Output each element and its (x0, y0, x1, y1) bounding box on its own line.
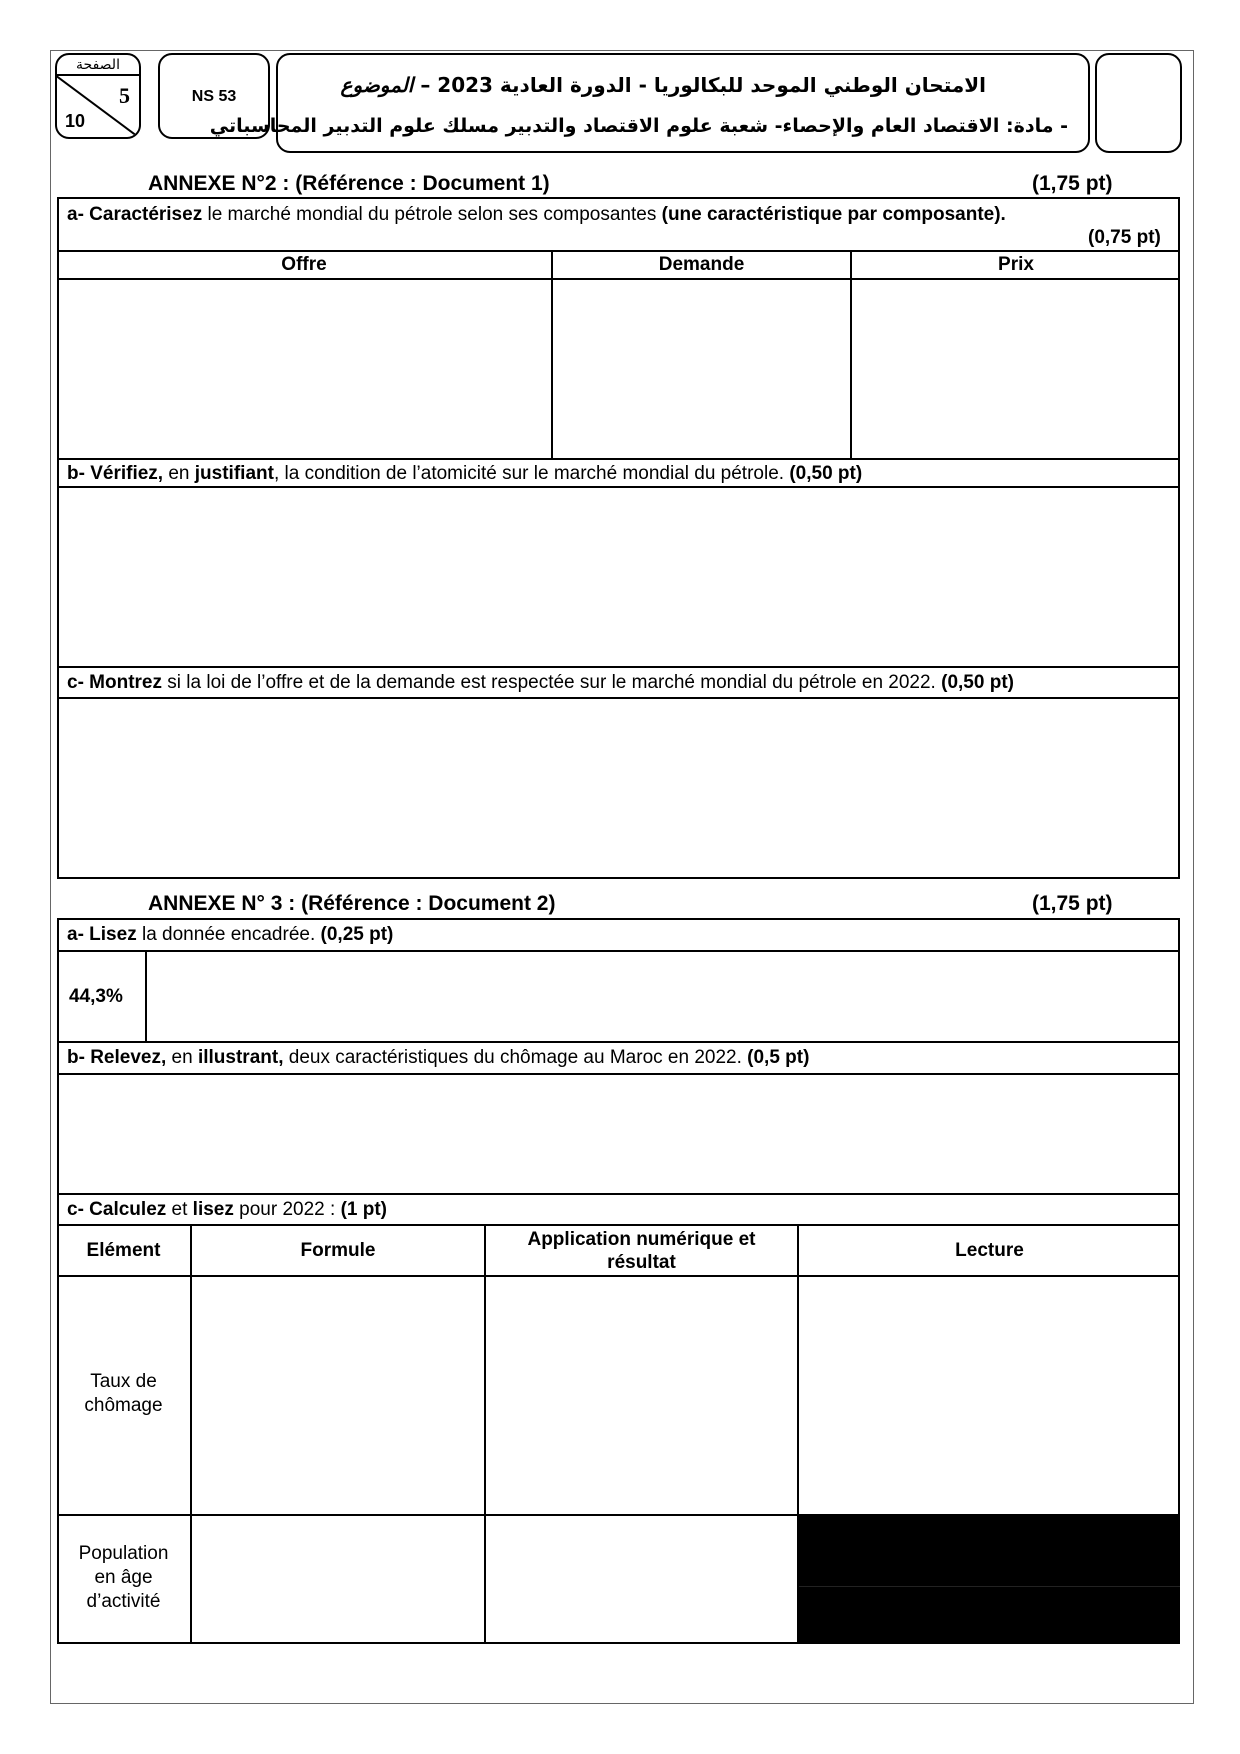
q3-b-mid: en (166, 1047, 198, 1068)
annexe2-title: ANNEXE N°2 : (Référence : Document 1) (148, 172, 550, 195)
calc-header-formule: Formule (300, 1240, 376, 1261)
calc-header-application-line2: résultat (607, 1252, 676, 1273)
exam-title-word: الموضوع (340, 73, 414, 97)
row1-line2: chômage (84, 1395, 163, 1416)
q-b-verb: b- Vérifiez, (67, 463, 164, 484)
answer-taux-formule[interactable] (192, 1277, 484, 1514)
calc-table-top-line (57, 1224, 1180, 1226)
answer-area-chomage[interactable] (59, 1075, 1178, 1193)
q3-b-points: (0,5 pt) (747, 1047, 810, 1068)
exam-code: NS 53 (191, 88, 237, 105)
annexe2-question-a-points: (0,75 pt) (1088, 227, 1161, 248)
q3-c-verb: c- Calculez (67, 1199, 167, 1220)
q-b-bold: justifiant (194, 463, 274, 484)
answer-area-demande[interactable] (553, 280, 850, 458)
annexe2-question-c (67, 671, 1014, 695)
annexe3-points: (1,75 pt) (1032, 892, 1113, 915)
q3-a-text: la donnée encadrée. (136, 924, 321, 945)
exam-title-prefix: الامتحان الوطني الموحد للبكالوريا - الدورة العادية 2023 – (420, 73, 986, 97)
exam-title-line2: - مادة: الاقتصاد العام والإحصاء- شعبة علوم الاقتصاد والتدبير مسلك علوم التدبير المحاسباتي (209, 115, 1068, 137)
data-value-label: 44,3% (69, 986, 123, 1007)
row2-line1: Population (78, 1543, 169, 1564)
annexe2-columns-top-line (57, 250, 1180, 252)
annexe2-question-b (67, 462, 862, 486)
q-b-text: , la condition de l’atomicité sur le marché mondial du pétrole. (273, 463, 790, 484)
answer-population-application[interactable] (486, 1516, 797, 1642)
annexe3-title: ANNEXE N° 3 : (Référence : Document 2) (148, 892, 556, 915)
column-header-demande: Demande (658, 254, 745, 275)
annexe2-question-a (67, 203, 1006, 227)
q3-c-bold: lisez (192, 1199, 234, 1220)
annexe2-b-top-line (57, 458, 1180, 460)
q3-b-verb: b- Relevez, (67, 1047, 167, 1068)
q3-c-text: pour 2022 : (233, 1199, 341, 1220)
q-b-points: (0,50 pt) (789, 463, 863, 484)
page-label: الصفحة (76, 57, 120, 73)
annexe3-question-c (67, 1198, 387, 1222)
answer-area-prix[interactable] (852, 280, 1178, 458)
row2-line2: en âge (94, 1567, 153, 1588)
q3-c-mid: et (166, 1199, 193, 1220)
q3-b-text: deux caractéristiques du chômage au Maroc en 2022. (283, 1047, 748, 1068)
annexe3-b-top-line (57, 1041, 1180, 1043)
page-number-box (55, 53, 141, 139)
row-label-taux-chomage (57, 1370, 190, 1418)
q3-c-points: (1 pt) (340, 1199, 388, 1220)
q3-b-bold: illustrant, (197, 1047, 284, 1068)
annexe3-question-a (67, 923, 393, 947)
answer-population-formule[interactable] (192, 1516, 484, 1642)
row-label-population-age-activite (57, 1542, 190, 1614)
page-number: 5 (119, 83, 130, 108)
answer-taux-application[interactable] (486, 1277, 797, 1514)
q-a-bold: (une caractéristique par composante). (661, 204, 1006, 225)
annexe2-c-top-line (57, 666, 1180, 668)
calc-header-application (486, 1228, 797, 1274)
q-b-mid: en (163, 463, 195, 484)
answer-area-lecture-donnee[interactable] (147, 952, 1178, 1041)
answer-area-c[interactable] (59, 699, 1178, 877)
answer-area-b[interactable] (59, 488, 1178, 666)
q-a-text: le marché mondial du pétrole selon ses composantes (202, 204, 662, 225)
answer-taux-lecture[interactable] (799, 1277, 1178, 1514)
q-c-points: (0,50 pt) (941, 672, 1014, 693)
blacked-out-lecture-cell (799, 1514, 1180, 1644)
answer-area-offre[interactable] (59, 280, 551, 458)
calc-header-lecture: Lecture (955, 1240, 1024, 1261)
q3-a-verb: a- Lisez (67, 924, 137, 945)
q3-a-points: (0,25 pt) (320, 924, 394, 945)
row1-line1: Taux de (90, 1371, 157, 1392)
column-header-prix: Prix (998, 254, 1034, 275)
blank-corner-box (1095, 53, 1182, 153)
column-header-offre: Offre (281, 254, 327, 275)
calc-header-application-line1: Application numérique et (527, 1229, 756, 1250)
annexe2-points: (1,75 pt) (1032, 172, 1113, 195)
blacked-out-inner-line (799, 1586, 1180, 1587)
exam-title-line1 (341, 73, 986, 97)
q-a-verb: a- Caractérisez (67, 204, 203, 225)
calc-header-element: Elément (86, 1240, 161, 1261)
annexe3-question-b (67, 1046, 809, 1070)
page-total: 10 (65, 111, 86, 131)
annexe3-c-top-line (57, 1193, 1180, 1195)
row2-line3: d’activité (86, 1591, 161, 1612)
q-c-text: si la loi de l’offre et de la demande est respectée sur le marché mondial du pétrole en 2022. (162, 672, 942, 693)
q-c-verb: c- Montrez (67, 672, 162, 693)
